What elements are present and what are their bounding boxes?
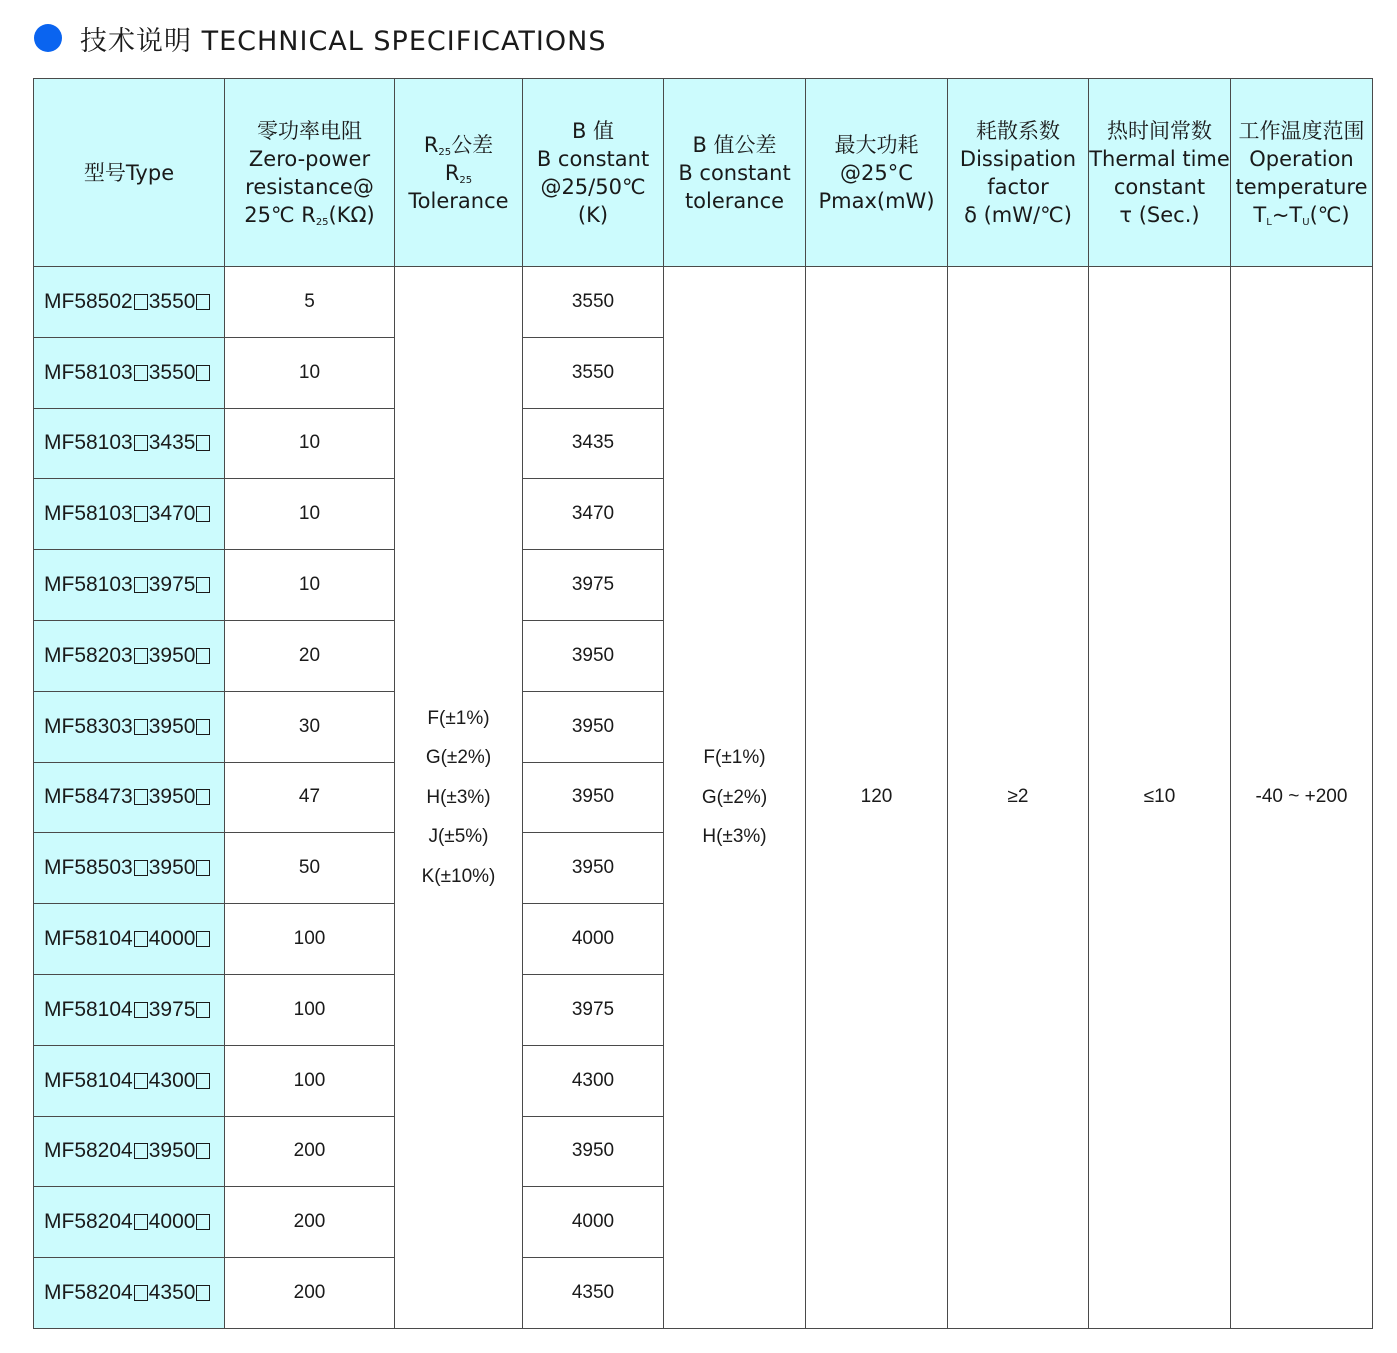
- thermal-time-cell: ≤10: [1089, 267, 1231, 1329]
- header-resistance: 零功率电阻 Zero-power resistance@ 25℃ $R_{25}(K\Omega)$: [225, 79, 395, 267]
- placeholder-box-icon: [134, 294, 148, 310]
- b-constant-cell: 3975: [523, 550, 664, 621]
- resistance-cell: 47: [225, 762, 395, 833]
- b-constant-cell: 3975: [523, 974, 664, 1045]
- op-temp-cell: -40 ~ +200: [1231, 267, 1373, 1329]
- placeholder-box-icon: [196, 577, 210, 593]
- placeholder-box-icon: [134, 365, 148, 381]
- placeholder-box-icon: [134, 648, 148, 664]
- type-cell: MF58103 3550: [34, 337, 225, 408]
- type-cell: MF58203 3950: [34, 620, 225, 691]
- resistance-cell: 20: [225, 620, 395, 691]
- resistance-cell: 30: [225, 691, 395, 762]
- resistance-cell: 100: [225, 1045, 395, 1116]
- b-constant-cell: 4000: [523, 1187, 664, 1258]
- b-constant-cell: 4350: [523, 1258, 664, 1329]
- placeholder-box-icon: [134, 1002, 148, 1018]
- resistance-cell: 10: [225, 337, 395, 408]
- placeholder-box-icon: [196, 719, 210, 735]
- placeholder-box-icon: [196, 435, 210, 451]
- type-cell: MF58303 3950: [34, 691, 225, 762]
- type-cell: MF58204 4350: [34, 1258, 225, 1329]
- type-cell: MF58104 3975: [34, 974, 225, 1045]
- resistance-cell: 100: [225, 904, 395, 975]
- section-heading: [34, 18, 606, 58]
- table-row: [34, 267, 1373, 338]
- placeholder-box-icon: [196, 1214, 210, 1230]
- bullet-dot-icon: [34, 24, 62, 52]
- type-cell: MF58103 3975: [34, 550, 225, 621]
- pmax-cell: 120: [806, 267, 948, 1329]
- placeholder-box-icon: [134, 1143, 148, 1159]
- header-b-tolerance: B 值公差 B constant tolerance: [664, 79, 806, 267]
- resistance-cell: 10: [225, 408, 395, 479]
- header-pmax: 最大功耗 @25°C Pmax(mW): [806, 79, 948, 267]
- placeholder-box-icon: [134, 506, 148, 522]
- resistance-cell: 10: [225, 550, 395, 621]
- type-cell: MF58473 3950: [34, 762, 225, 833]
- header-dissipation: 耗散系数 Dissipation factor δ (mW/℃): [948, 79, 1089, 267]
- type-cell: MF58104 4000: [34, 904, 225, 975]
- b-tolerance-cell: F(±1%) G(±2%) H(±3%): [664, 267, 806, 1329]
- header-row: [34, 79, 1373, 267]
- r25-tolerance-cell: F(±1%) G(±2%) H(±3%) J(±5%) K(±10%): [395, 267, 523, 1329]
- placeholder-box-icon: [196, 1143, 210, 1159]
- placeholder-box-icon: [134, 789, 148, 805]
- b-constant-cell: 3550: [523, 267, 664, 338]
- type-cell: MF58103 3470: [34, 479, 225, 550]
- placeholder-box-icon: [134, 435, 148, 451]
- placeholder-box-icon: [196, 294, 210, 310]
- b-constant-cell: 3950: [523, 833, 664, 904]
- placeholder-box-icon: [196, 789, 210, 805]
- placeholder-box-icon: [134, 577, 148, 593]
- page-title: 技术说明 TECHNICAL SPECIFICATIONS: [80, 25, 607, 57]
- placeholder-box-icon: [134, 719, 148, 735]
- resistance-cell: 200: [225, 1258, 395, 1329]
- dissipation-cell: ≥2: [948, 267, 1089, 1329]
- type-cell: MF58104 4300: [34, 1045, 225, 1116]
- placeholder-box-icon: [134, 1285, 148, 1301]
- b-constant-cell: 3950: [523, 691, 664, 762]
- type-cell: MF58103 3435: [34, 408, 225, 479]
- header-op-temp: 工作温度范围 Operation temperature $T_L\sim T_U(℃)$: [1231, 79, 1373, 267]
- placeholder-box-icon: [196, 1002, 210, 1018]
- spec-table: [33, 78, 1373, 1329]
- b-constant-cell: 3950: [523, 762, 664, 833]
- placeholder-box-icon: [134, 1214, 148, 1230]
- b-constant-cell: 3470: [523, 479, 664, 550]
- resistance-cell: 200: [225, 1116, 395, 1187]
- header-r25-tolerance: $R_{25}$公差 $R_{25}$ Tolerance: [395, 79, 523, 267]
- resistance-cell: 5: [225, 267, 395, 338]
- resistance-cell: 200: [225, 1187, 395, 1258]
- placeholder-box-icon: [196, 648, 210, 664]
- type-cell: MF58503 3950: [34, 833, 225, 904]
- placeholder-box-icon: [134, 1073, 148, 1089]
- b-constant-cell: 4300: [523, 1045, 664, 1116]
- type-cell: MF58204 4000: [34, 1187, 225, 1258]
- placeholder-box-icon: [134, 931, 148, 947]
- resistance-cell: 50: [225, 833, 395, 904]
- resistance-cell: 10: [225, 479, 395, 550]
- placeholder-box-icon: [196, 860, 210, 876]
- placeholder-box-icon: [196, 365, 210, 381]
- placeholder-box-icon: [196, 506, 210, 522]
- b-constant-cell: 3950: [523, 1116, 664, 1187]
- header-b-constant: B 值 B constant @25/50℃ (K): [523, 79, 664, 267]
- resistance-cell: 100: [225, 974, 395, 1045]
- placeholder-box-icon: [134, 860, 148, 876]
- header-thermal-time: 热时间常数 Thermal time constant τ (Sec.): [1089, 79, 1231, 267]
- type-cell: MF58204 3950: [34, 1116, 225, 1187]
- b-constant-cell: 3435: [523, 408, 664, 479]
- header-type: 型号Type: [34, 79, 225, 267]
- b-constant-cell: 3550: [523, 337, 664, 408]
- placeholder-box-icon: [196, 1073, 210, 1089]
- placeholder-box-icon: [196, 1285, 210, 1301]
- b-constant-cell: 4000: [523, 904, 664, 975]
- type-cell: MF58502 3550: [34, 267, 225, 338]
- placeholder-box-icon: [196, 931, 210, 947]
- b-constant-cell: 3950: [523, 620, 664, 691]
